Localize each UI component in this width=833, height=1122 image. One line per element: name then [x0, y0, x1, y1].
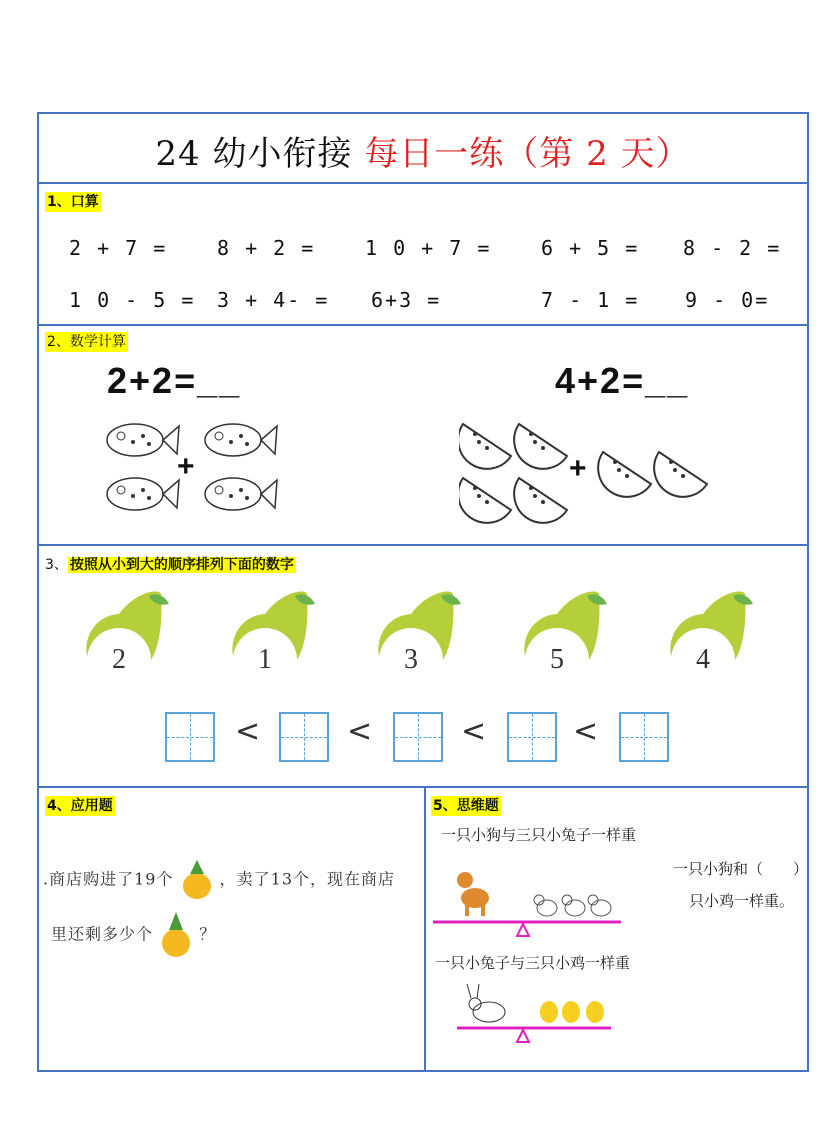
problem-text: 里还剩多少个 [51, 924, 154, 944]
equation: 2 + 7 = [69, 236, 168, 260]
fish-icon [205, 478, 277, 510]
dog-icon [457, 872, 489, 916]
equation: 9 - 0= [685, 288, 770, 312]
page-title [39, 126, 807, 175]
plus-sign: + [177, 450, 195, 483]
title-text: 24 幼小衔接 [155, 134, 353, 174]
question-text: 只小鸡一样重。 [689, 892, 795, 910]
answer-box[interactable] [393, 712, 443, 762]
equation: 7 - 1 = [541, 288, 640, 312]
equation: 8 - 2 = [683, 236, 782, 260]
section-label: 5、思维题 [433, 798, 499, 814]
rabbit-icon [534, 895, 557, 916]
pineapple-icon [159, 912, 193, 958]
word-problem-line [51, 912, 216, 958]
section-label [45, 554, 296, 575]
watermelon-group [459, 418, 719, 528]
answer-box[interactable] [165, 712, 215, 762]
answer-box[interactable] [279, 712, 329, 762]
chick-icon [540, 1001, 558, 1023]
equation: 6 + 5 = [541, 236, 640, 260]
plus-sign: + [569, 452, 587, 485]
pear-number: 3 [379, 628, 443, 692]
label-prefix: 3、 [45, 557, 68, 573]
equation: 8 + 2 = [217, 236, 316, 260]
watermelon-icon [598, 452, 651, 497]
watermelon-icon [459, 478, 511, 523]
label-text: 按照从小到大的顺序排列下面的数字 [69, 557, 294, 573]
answer-box[interactable] [507, 712, 557, 762]
balance-scale-rabbit [457, 984, 617, 1054]
less-than-sign: < [235, 714, 261, 749]
pear-number: 4 [671, 628, 735, 692]
problem-text: ，卖了13个，现在商店 [219, 869, 396, 889]
section-label: 4、应用题 [47, 798, 113, 814]
section-bottom [39, 788, 807, 1070]
rabbit-icon [467, 984, 505, 1022]
problem-text: ？ [199, 924, 217, 944]
worksheet [37, 112, 809, 1072]
question-text: 一只小狗和（ ） [673, 860, 809, 878]
equation: 6+3 = [371, 288, 442, 312]
equation: 1 0 + 7 = [365, 236, 492, 260]
balance-scale-dog [429, 856, 629, 946]
watermelon-icon [514, 478, 567, 523]
answer-box[interactable] [619, 712, 669, 762]
pineapple-icon [180, 860, 214, 900]
equation-left: 2+2=__ [107, 360, 242, 401]
rabbit-icon [588, 895, 611, 916]
section-label: 1、口算 [47, 194, 99, 210]
problem-text: .商店购进了19个 [43, 869, 174, 889]
less-than-sign: < [347, 714, 373, 749]
fact-text: 一只小兔子与三只小鸡一样重 [435, 954, 631, 972]
title-row [39, 114, 807, 184]
equation: 1 0 - 5 = [69, 288, 196, 312]
fish-icon [107, 478, 179, 510]
pear-number: 2 [87, 628, 151, 692]
equation-right: 4+2=__ [555, 360, 690, 401]
word-problem-line [43, 860, 395, 900]
equation: 3 + 4- = [217, 288, 330, 312]
chick-icon [562, 1001, 580, 1023]
column-divider [424, 788, 426, 1070]
fact-text: 一只小狗与三只小兔子一样重 [441, 826, 637, 844]
chick-icon [586, 1001, 604, 1023]
section-mental-math [39, 184, 807, 326]
section-picture-math [39, 326, 807, 546]
less-than-sign: < [573, 714, 599, 749]
less-than-sign: < [461, 714, 487, 749]
watermelon-icon [459, 424, 511, 469]
pear-number: 1 [233, 628, 297, 692]
title-highlight: 每日一练（第 2 天） [364, 134, 691, 174]
watermelon-icon [514, 424, 567, 469]
fish-icon [205, 424, 277, 456]
rabbit-icon [562, 895, 585, 916]
pear-number: 5 [525, 628, 589, 692]
watermelon-icon [654, 452, 707, 497]
section-label: 2、数学计算 [47, 334, 126, 350]
section-ordering [39, 546, 807, 788]
fish-icon [107, 424, 179, 456]
